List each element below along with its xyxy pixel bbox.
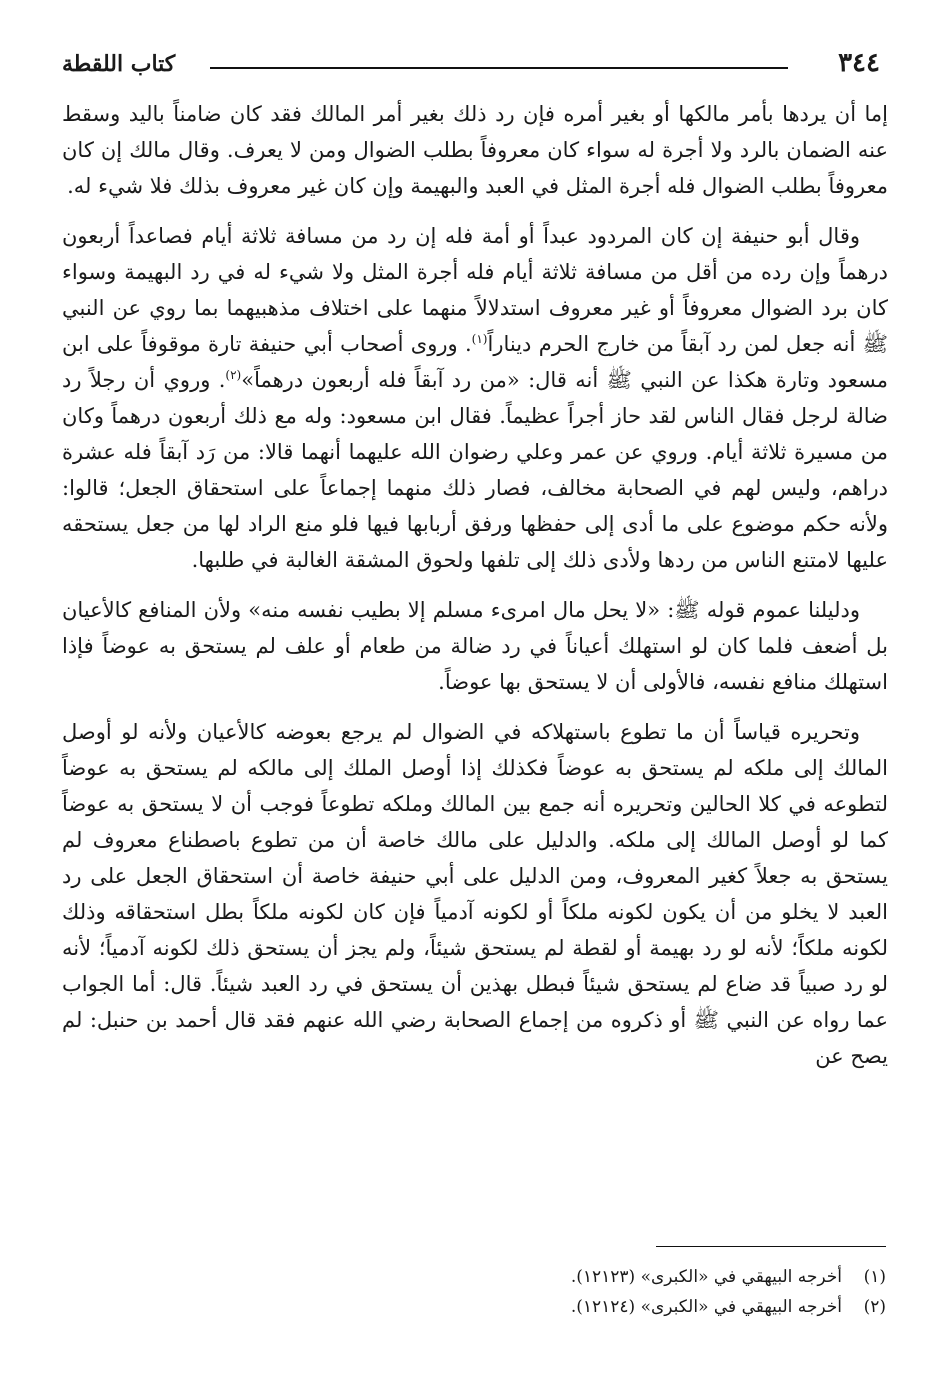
paragraph-3: ودليلنا عموم قوله ﷺ: «لا يحل مال امرىء مسلم إلا بطيب نفسه منه» ولأن المنافع كالأعيان بل أضعف فلما كان لو استهلك أعياناً في رد ضالة من طعام أو علف لم يستحق به عوضاً فإذا استهلك منافع نفسه، فالأولى أن لا يستحق بها عوضاً. xyxy=(62,598,888,694)
page-number: ٣٤٤ xyxy=(838,48,880,78)
footnote-ref-2[interactable]: (٢) xyxy=(225,368,242,382)
header-rule xyxy=(210,67,788,69)
footnote-number: (١) xyxy=(863,1267,886,1287)
footnote-rule xyxy=(656,1246,886,1247)
paragraph-1: إما أن يردها بأمر مالكها أو بغير أمره فإن رد ذلك بغير أمر المالك فقد كان ضامناً باليد وسقط عنه الضمان بالرد ولا أجرة له سواء كان معروفاً بطلب الضوال ومن لا يعرف. وقال مالك إن كان معروفاً بطلب الضوال فله أجرة المثل في العبد والبهيمة وإن كان غير معروف بذلك فلا شيء له. xyxy=(62,102,888,198)
footnote-text: أخرجه البيهقي في «الكبرى» (١٢١٢٤). xyxy=(570,1297,842,1317)
paragraph-2-part-a: وقال أبو حنيفة إن كان المردود عبداً أو أمة فله إن رد من مسافة ثلاثة أيام فصاعداً أربعون درهماً وإن رده من أقل من مسافة ثلاثة أيام فله أجرة المثل ولا شيء له في رد البهيمة وسواء كان برد الضوال معروفاً أو غير معروف استدلالاً منهما على اختلاف مذهبيهما بما روي عن النبي ﷺ أنه جعل لمن رد آبقاً من خارج الحرم ديناراً xyxy=(62,224,888,356)
running-title: كتاب اللقطة xyxy=(62,51,176,77)
footnotes xyxy=(60,1262,886,1322)
footnote-text: أخرجه البيهقي في «الكبرى» (١٢١٢٣). xyxy=(570,1267,842,1287)
paragraph-4: وتحريره قياساً أن ما تطوع باستهلاكه في الضوال لم يرجع بعوضه كالأعيان ولأنه لو أوصل المالك إلى ملكه لم يستحق به عوضاً فكذلك إذا أوصل الملك إلى مالكه لم يستحق به عوضاً لتطوعه في كلا الحالين وتحريره أنه جمع بين المالك وملكه تطوعاً فوجب أن لا يستحق به عوضاً كما لو أوصل المالك إلى ملكه. والدليل على مالك خاصة أن من تطوع باصطناع معروف لم يستحق به جعلاً كغير المعروف، ومن الدليل على أبي حنيفة خاصة أن استحقاق الجعل على رد العبد لا يخلو من أن يكون لكونه ملكاً أو لكونه آدمياً فإن كان لكونه ملكاً بطل استحقاقه وذلك لكونه ملكاً؛ لأنه لو رد بهيمة أو لقطة لم يستحق شيئاً، ولم يجز أن يستحق ذلك لكونه آدمياً؛ لأنه لو رد صبياً قد ضاع لم يستحق شيئاً فبطل بهذين أن يستحق في رد العبد شيئاً. قال: أما الجواب عما رواه عن النبي ﷺ أو ذكروه من إجماع الصحابة رضي الله عنهم فقد قال أحمد بن حنبل: لم يصح عن xyxy=(62,720,888,1068)
footnote xyxy=(60,1292,886,1322)
footnote-number: (٢) xyxy=(863,1297,886,1317)
paragraph-2-part-b: . وروى أصحاب أبي حنيفة تارة موقوفاً على ابن مسعود وتارة هكذا عن النبي ﷺ أنه قال: «من رد آبقاً فله أربعون درهماً» xyxy=(62,332,888,392)
page-header xyxy=(62,48,880,84)
paragraph-2-part-c: . وروي أن رجلاً رد ضالة لرجل فقال الناس لقد حاز أجراً عظيماً. فقال ابن مسعود: وله مع ذلك أربعون درهماً وكان من مسيرة ثلاثة أيام. وروي عن عمر وعلي رضوان الله عليهما أنهما قالا: من رَد آبقاً فله عشرة دراهم، وليس لهم في الصحابة مخالف، فصار ذلك منهما إجماعاً على استحقاق الجعل؛ قالوا: ولأنه حكم موضوع على ما أدى إلى حفظها ورفق أربابها فيها فلو منع الراد لها من جعل يستحقه عليها لامتنع الناس من ردها ولأدى ذلك إلى تلفها ولحوق المشقة الغالبة في طلبها. xyxy=(62,368,888,572)
footnote xyxy=(60,1262,886,1292)
paragraph-2 xyxy=(62,218,888,578)
footnote-ref-1[interactable]: (١) xyxy=(471,332,488,346)
main-text xyxy=(62,96,888,1088)
